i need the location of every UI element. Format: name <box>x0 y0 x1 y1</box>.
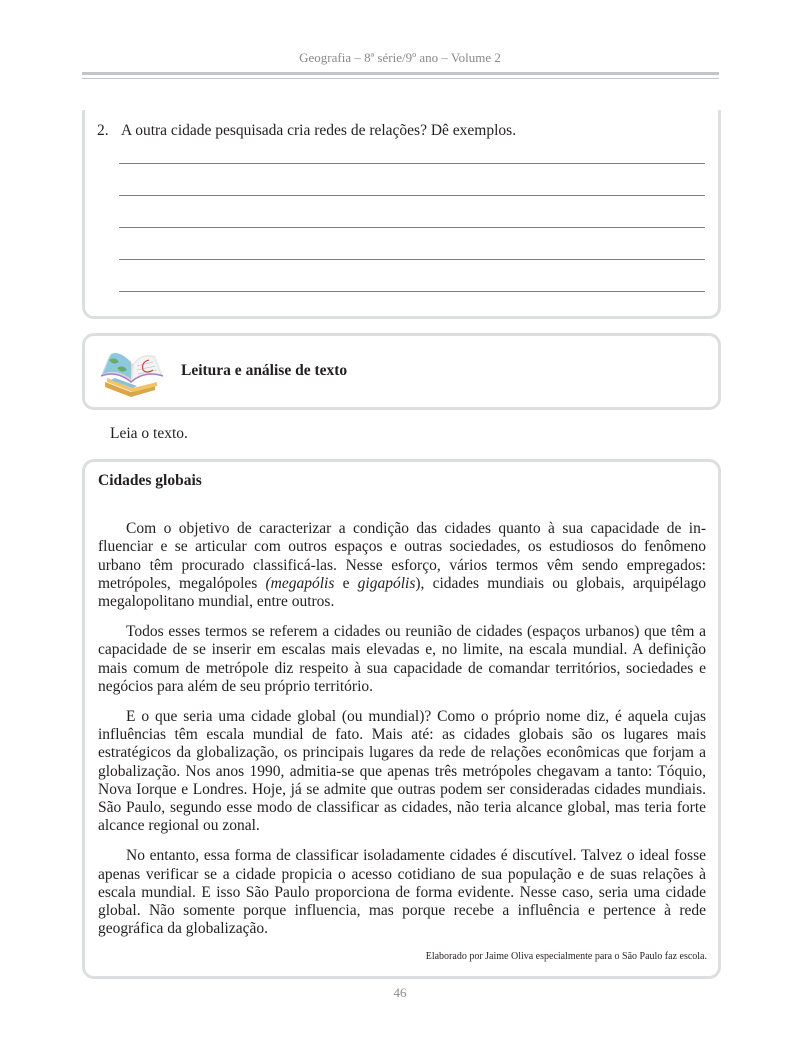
answer-line-1[interactable] <box>119 163 705 164</box>
italic-term-gigapolis: gigapólis <box>357 574 416 592</box>
reading-body <box>98 520 706 950</box>
paragraph-1 <box>98 520 706 611</box>
paragraph-2: Todos esses termos se referem a cidades ou reunião de cidades (espaços urbanos) que têm a capacidade de se inserir em escalas mais elevadas e, no limite, na escala mundial. A definição mais comum de metrópole diz respeito à sua capacidade de comandar territórios, sociedades e negócios para além de seu próprio território. <box>98 622 706 695</box>
question-box <box>82 110 721 319</box>
source-credit: Elaborado por Jaime Oliva especialmente para o São Paulo faz escola. <box>425 951 707 962</box>
header-rule-thin <box>82 78 719 79</box>
answer-line-3[interactable] <box>119 227 705 228</box>
open-book-with-map-icon <box>97 342 167 398</box>
answer-line-2[interactable] <box>119 195 705 196</box>
question-number: 2. <box>97 122 109 139</box>
reading-text-box <box>82 459 721 979</box>
section-title: Leitura e análise de texto <box>181 362 348 379</box>
paragraph-4: No entanto, essa forma de classificar isoladamente cidades é discutível. Talvez o ideal fosse apenas verificar se a cidade propicia o acesso cotidiano de sua população e de suas relações à escala mundial. E isso São Paulo proporciona de forma evidente. Nesse caso, seria uma cidade global. Não somente porque influencia, mas porque recebe a influência e pertence à rede geográfica da globalização. <box>98 847 706 938</box>
section-header-box <box>82 333 721 410</box>
answer-line-4[interactable] <box>119 259 705 260</box>
running-header: Geografia – 8ª série/9º ano – Volume 2 <box>299 50 501 65</box>
paragraph-3: E o que seria uma cidade global (ou mundial)? Como o próprio nome diz, é aquela cujas influências têm escala mundial de fato. Mais até: as cidades globais são os lugares mais estratégicos da globalização, os principais lugares da rede de relações econômicas que forjam a globalização. Nos anos 1990, admitia-se que apenas três metrópoles chegavam a tanto: Tóquio, Nova Iorque e Londres. Hoje, já se admite que outras podem ser consideradas cidades mundiais. São Paulo, segundo esse modo de classificar as cidades, não teria alcance global, mas teria forte alcance regional ou zonal. <box>98 707 706 835</box>
reading-title: Cidades globais <box>98 472 202 489</box>
paragraph-1-text-end: ), cidades mundiais ou globais, arquipélago megalopolitano mundial, entre outros. <box>98 574 706 611</box>
question-prompt <box>97 122 516 140</box>
paragraph-1-conjunction: e <box>334 574 358 592</box>
italic-term-megapolis: (megapólis <box>265 574 335 592</box>
answer-line-5[interactable] <box>119 291 705 292</box>
question-text: A outra cidade pesquisada cria redes de relações? Dê exemplos. <box>121 122 517 139</box>
page-number: 46 <box>393 985 407 1000</box>
header-rule <box>82 72 719 75</box>
paragraph-1-text: Com o objetivo de caracterizar a condição das cidades quanto à sua capacidade de influenciar e se articular com outros espaços e outras sociedades, os estudiosos do fenômeno urbano têm procurado classificá-las. Nesse esforço, vários termos vêm sendo empregados: metrópoles, megalópoles <box>98 520 706 592</box>
instruction-text: Leia o texto. <box>110 425 188 442</box>
